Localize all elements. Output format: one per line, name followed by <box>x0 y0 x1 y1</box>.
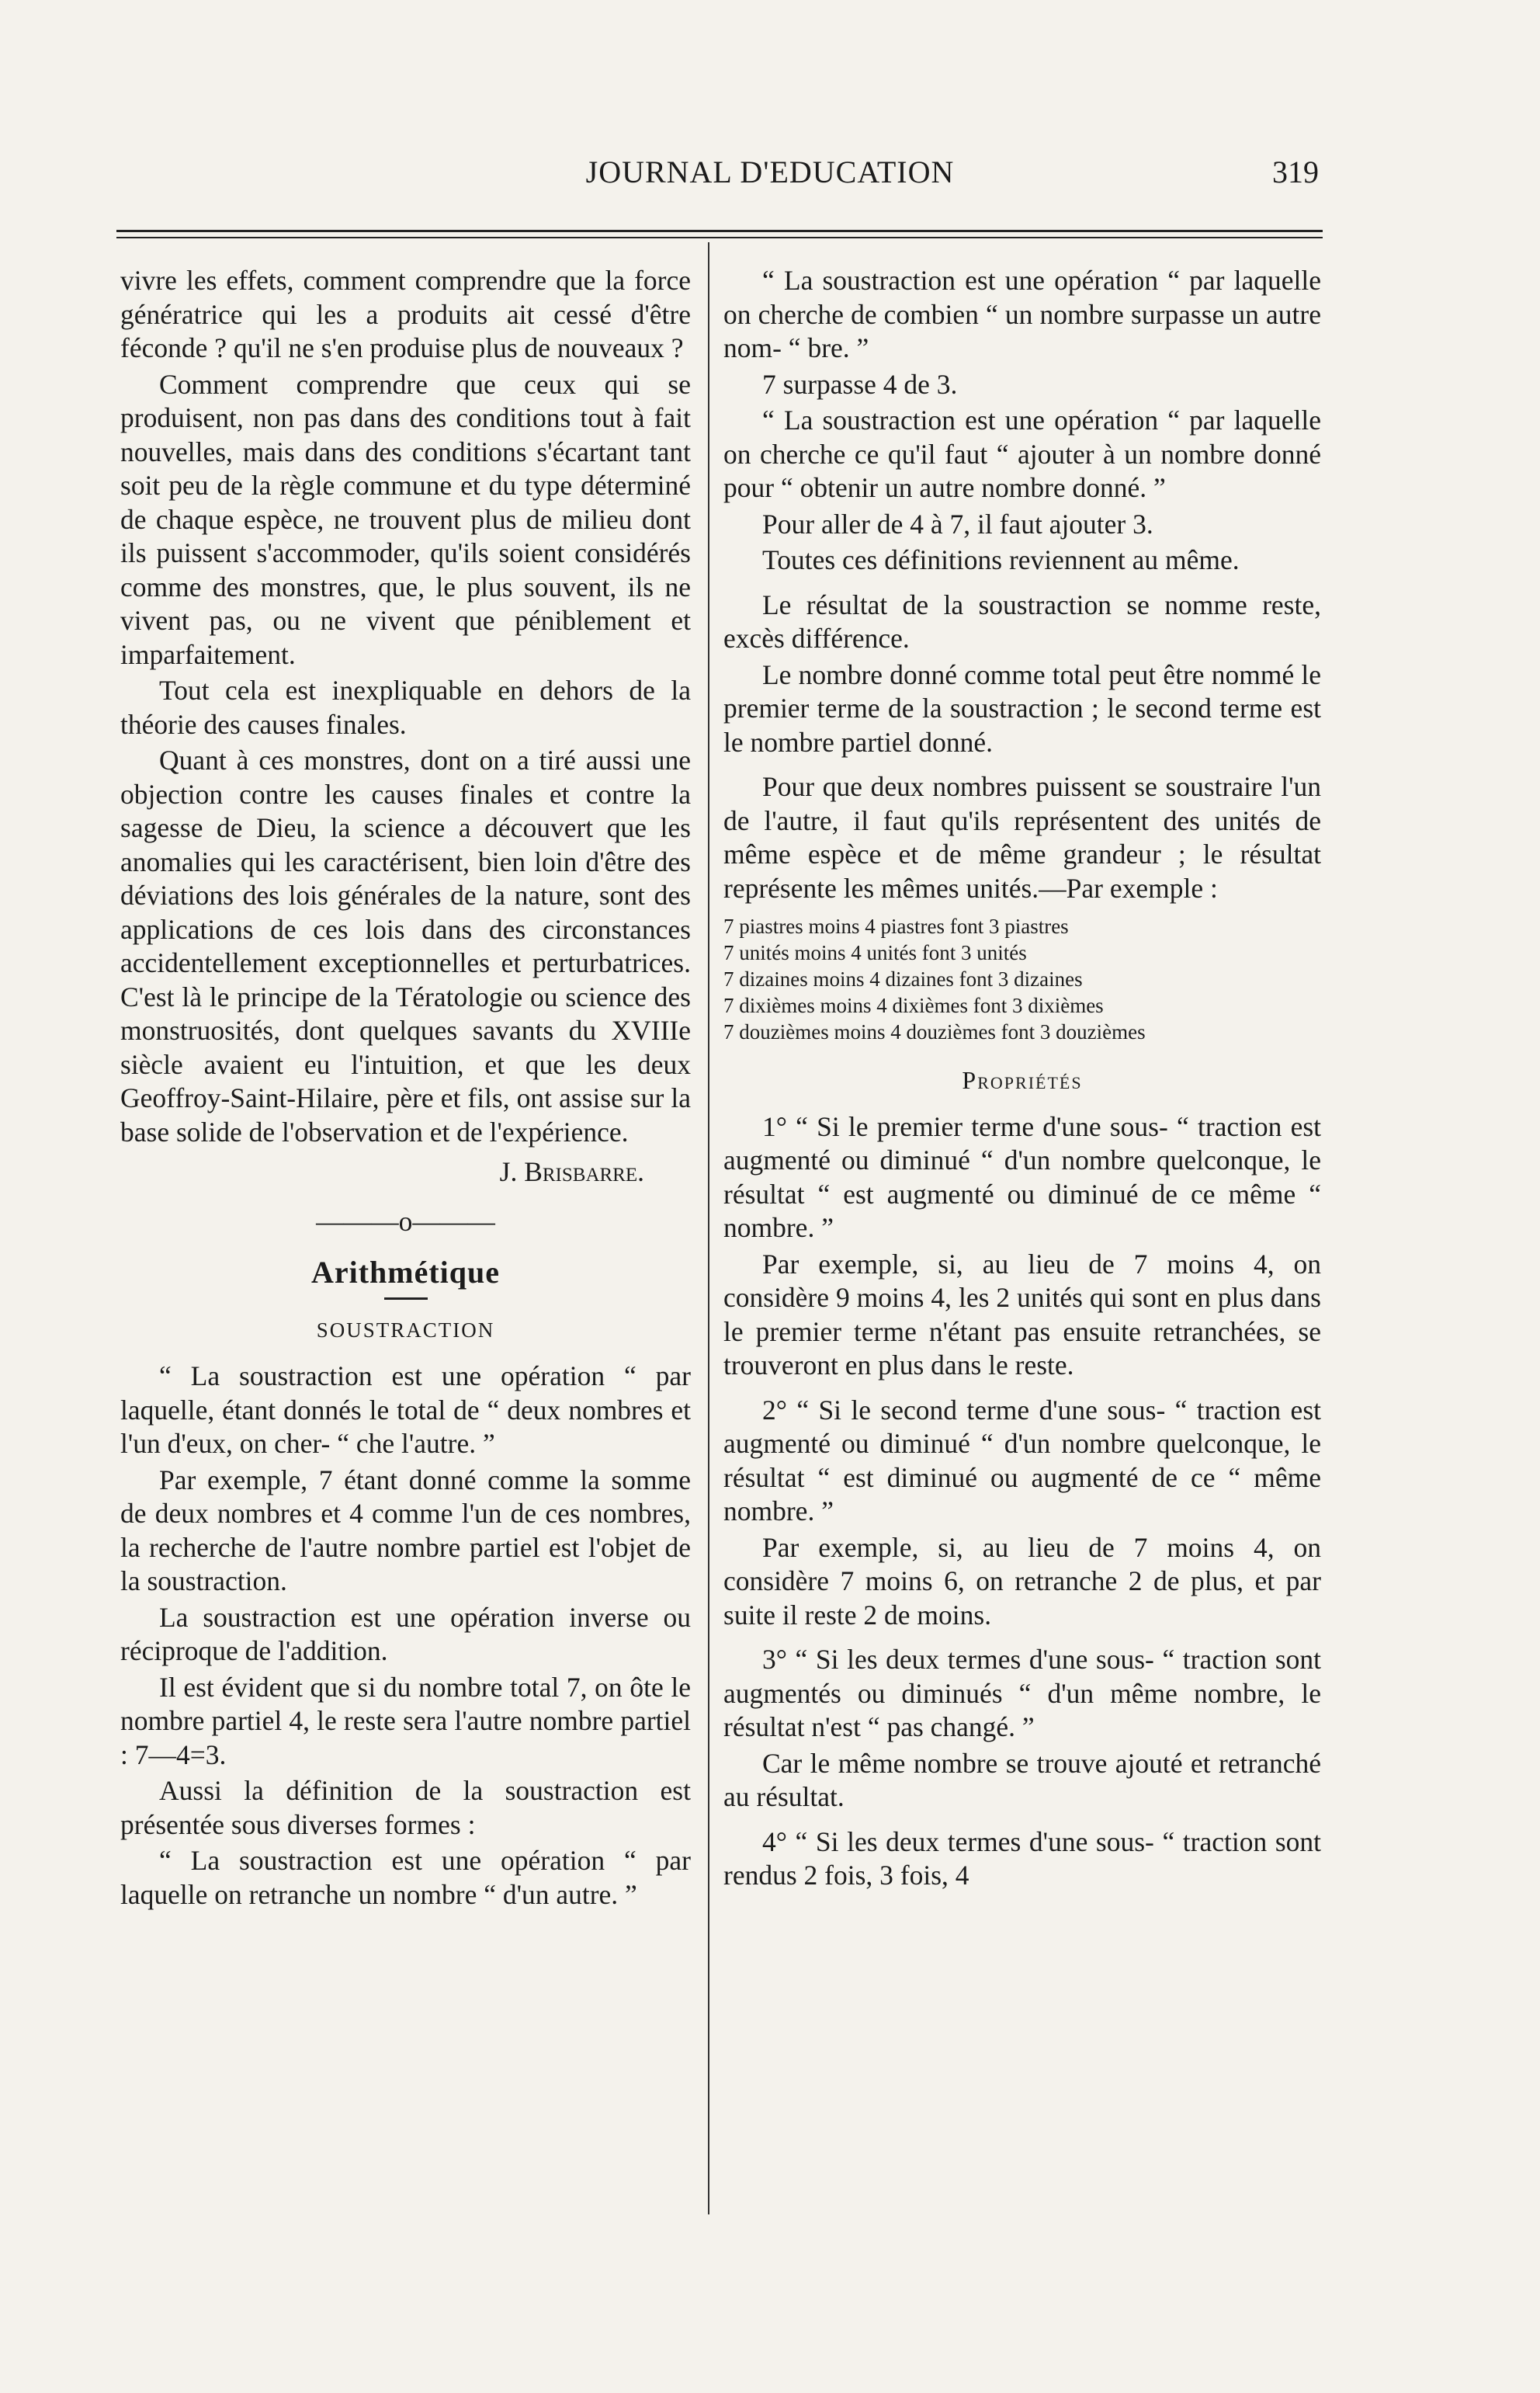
title-rule <box>384 1297 428 1300</box>
paragraph: Par exemple, si, au lieu de 7 moins 4, on considère 9 moins 4, les 2 unités qui sont en plus dans le premier terme n'étant pas ensuite retranchées, se trouveront en plus dans le reste. <box>723 1248 1321 1381</box>
paragraph: Quant à ces monstres, dont on a tiré aussi une objection contre les causes finales et contre la sagesse de Dieu, la science a découvert que les anomalies qui les caractérisent, bien loin d'être des déviations des lois générales de la nature, sont des applications de ces lois dans des circonstances accidentellement exceptionnelles et perturbatrices. C'est là le principe de la Tératologie ou science des monstruosités, dont quelques savants du XVIIIe siècle avaient eu l'intuition, et que les deux Geoffroy-Saint-Hilaire, père et fils, ont assise sur la base solide de l'observation et de l'expérience. <box>120 745 691 1148</box>
paragraph: Car le même nombre se trouve ajouté et retranché au résultat. <box>723 1747 1321 1812</box>
paragraph: Le résultat de la soustraction se nomme reste, excès différence. <box>723 589 1321 654</box>
properties-heading: Propriétés <box>962 1066 1083 1094</box>
paragraph: “ La soustraction est une opération “ par laquelle on cherche de combien “ un nombre surpasse un autre nom- “ bre. ” <box>723 265 1321 363</box>
paragraph: Par exemple, si, au lieu de 7 moins 4, on considère 7 moins 6, on retranche 2 de plus, et par suite il reste 2 de moins. <box>723 1531 1321 1631</box>
example-line: 7 dizaines moins 4 dizaines font 3 dizaines <box>723 967 1083 991</box>
paragraph: Tout cela est inexpliquable en dehors de la théorie des causes finales. <box>120 675 691 740</box>
paragraph: Il est évident que si du nombre total 7, on ôte le nombre partiel 4, le reste sera l'autre nombre partiel : 7—4=3. <box>120 1671 691 1770</box>
paragraph: “ La soustraction est une opération “ par laquelle on retranche un nombre “ d'un autre. ” <box>120 1845 691 1910</box>
paragraph: Toutes ces définitions reviennent au même. <box>762 544 1240 575</box>
paragraph: Pour aller de 4 à 7, il faut ajouter 3. <box>762 508 1153 540</box>
example-line: 7 dixièmes moins 4 dixièmes font 3 dixièmes <box>723 994 1104 1017</box>
section-title: Arithmétique <box>310 1255 501 1290</box>
paragraph: La soustraction est une opération inverse ou réciproque de l'addition. <box>120 1601 691 1666</box>
example-line: 7 douzièmes moins 4 douzièmes font 3 douzièmes <box>723 1020 1146 1044</box>
author-signature: J. Brisbarre. <box>499 1156 644 1187</box>
example-list <box>723 913 1321 1045</box>
example-line: 7 piastres moins 4 piastres font 3 piastres <box>723 915 1069 938</box>
paragraph: 1° “ Si le premier terme d'une sous- “ traction est augmenté ou diminué “ d'un nombre quelconque, le résultat “ est augmenté ou diminué de ce même “ nombre. ” <box>723 1110 1321 1243</box>
left-column <box>120 264 691 1914</box>
header-rule <box>116 230 1323 232</box>
header-rule-secondary <box>116 237 1323 238</box>
column-divider <box>708 242 709 2214</box>
paragraph: “ La soustraction est une opération “ par laquelle, étant donnés le total de “ deux nombres et l'un d'eux, on cher- “ che l'autre. ” <box>120 1360 691 1459</box>
paragraph: Aussi la définition de la soustraction est présentée sous diverses formes : <box>120 1775 691 1840</box>
paragraph: Pour que deux nombres puissent se soustraire l'un de l'autre, il faut qu'ils représentent des unités de même espèce et de même grandeur ; le résultat représente les mêmes unités.—Par exemple : <box>723 771 1321 904</box>
paragraph: Le nombre donné comme total peut être nommé le premier terme de la soustraction ; le second terme est le nombre partiel donné. <box>723 658 1321 758</box>
paragraph: Comment comprendre que ceux qui se produisent, non pas dans des conditions tout à fait nouvelles, mais dans des conditions s'écartant tant soit peu de la règle commune et du type déterminé de chaque espèce, ne trouvent plus de milieu dont ils puissent s'accommoder, qu'ils soient considérés comme des monstres, que, le plus souvent, ils ne vivent pas, ou ne vivent que péniblement et imparfaitement. <box>120 368 691 670</box>
paragraph: 3° “ Si les deux termes d'une sous- “ traction sont augmentés ou diminués “ d'un même nombre, le résultat n'est “ pas changé. ” <box>723 1644 1321 1742</box>
paragraph: Par exemple, 7 étant donné comme la somme de deux nombres et 4 comme l'un de ces nombres, la recherche de l'autre nombre partiel est l'objet de la soustraction. <box>120 1464 691 1596</box>
page-header-title: JOURNAL D'EDUCATION <box>585 155 955 189</box>
section-subtitle: SOUSTRACTION <box>316 1318 495 1342</box>
paragraph: “ La soustraction est une opération “ par laquelle on cherche ce qu'il faut “ ajouter à un nombre donné pour “ obtenir un autre nombre donné. ” <box>723 405 1321 503</box>
paragraph: vivre les effets, comment comprendre que la force génératrice qui les a produits ait cessé d'être féconde ? qu'il ne s'en produise plus de nouveaux ? <box>120 265 691 363</box>
paragraph: 4° “ Si les deux termes d'une sous- “ traction sont rendus 2 fois, 3 fois, 4 <box>723 1825 1321 1891</box>
paragraph: 2° “ Si le second terme d'une sous- “ traction est augmenté ou diminué “ d'un nombre quelconque, le résultat “ est diminué ou augmenté de ce “ même nombre. ” <box>723 1394 1321 1526</box>
section-separator: ———o——— <box>316 1205 495 1237</box>
page-number: 319 <box>1272 155 1319 189</box>
paragraph: 7 surpasse 4 de 3. <box>762 368 958 400</box>
example-line: 7 unités moins 4 unités font 3 unités <box>723 941 1027 964</box>
right-column <box>723 264 1321 1895</box>
